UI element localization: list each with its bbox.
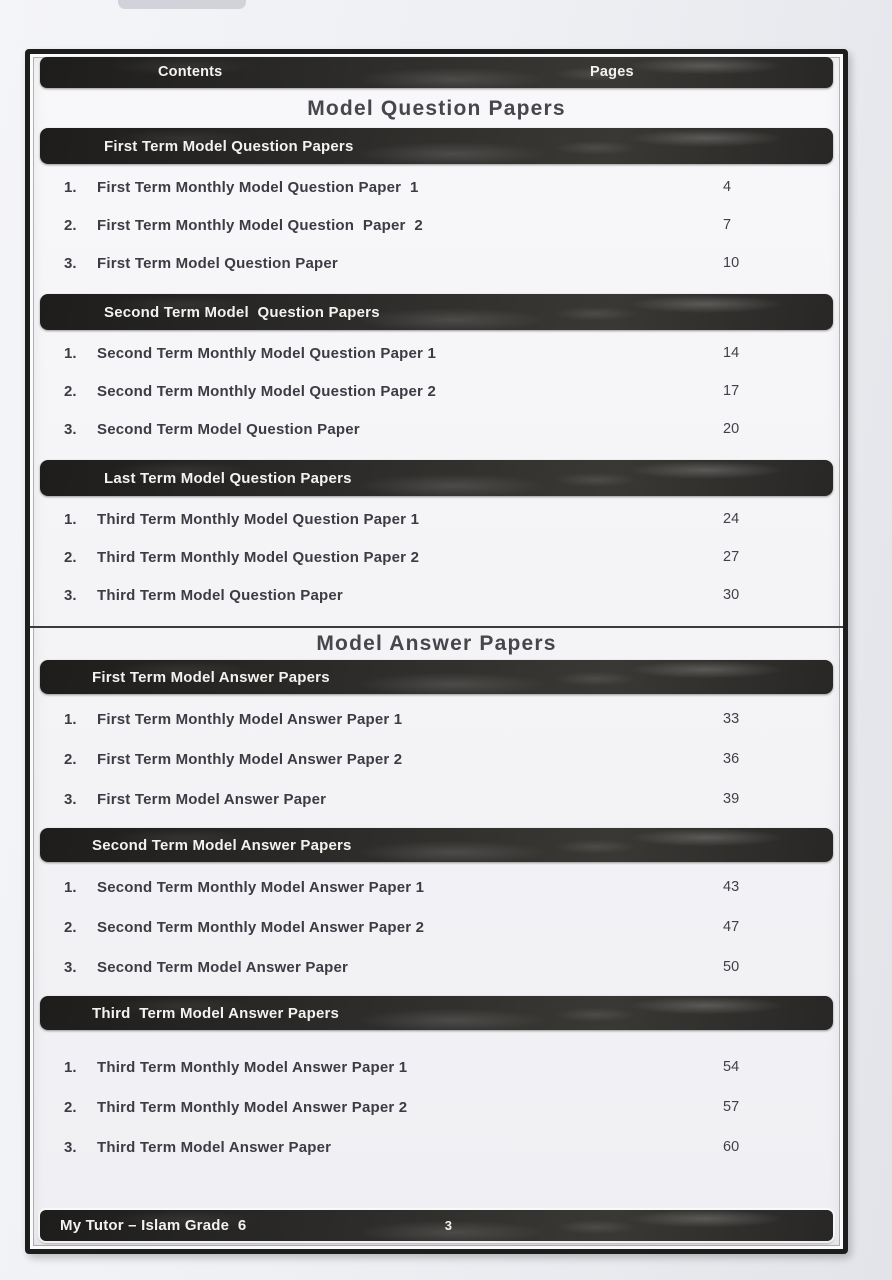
toc-item-page: 14 — [723, 345, 740, 361]
toc-row — [40, 500, 833, 538]
toc-row — [40, 372, 833, 410]
toc-item-number: 3. — [64, 586, 77, 604]
contents-column-label: Contents — [158, 64, 223, 80]
section-groups — [40, 128, 833, 614]
toc-item-number: 3. — [64, 1138, 77, 1156]
toc-item-number: 2. — [64, 216, 77, 234]
page-number: 3 — [444, 1218, 453, 1233]
toc-item-title: First Term Model Question Paper — [97, 254, 338, 272]
group-heading-label: Third Term Model Answer Papers — [92, 1004, 340, 1022]
toc-item-page: 24 — [723, 511, 740, 527]
toc-item-list — [40, 699, 833, 819]
toc-section — [40, 97, 833, 614]
toc-item-page: 17 — [723, 383, 740, 399]
toc-row — [40, 699, 833, 739]
toc-item-page: 57 — [723, 1099, 740, 1115]
toc-item-number: 1. — [64, 510, 77, 528]
toc-row — [40, 907, 833, 947]
toc-item-page: 33 — [723, 711, 740, 727]
toc-group — [40, 460, 833, 614]
toc-item-title: Third Term Monthly Model Answer Paper 1 — [97, 1058, 408, 1076]
group-heading-bar — [40, 996, 833, 1030]
toc-item-title: Third Term Model Answer Paper — [97, 1138, 332, 1156]
toc-item-number: 3. — [64, 958, 77, 976]
toc-item-title: First Term Monthly Model Question Paper 1 — [97, 178, 419, 196]
section-divider — [30, 626, 843, 628]
toc-item-number: 1. — [64, 710, 77, 728]
group-heading-label: First Term Model Answer Papers — [92, 668, 330, 686]
toc-group — [40, 660, 833, 819]
toc-item-page: 10 — [723, 255, 740, 271]
toc-body — [40, 88, 833, 1176]
toc-item-list — [40, 500, 833, 614]
toc-row — [40, 206, 833, 244]
toc-item-title: Second Term Monthly Model Question Paper 2 — [97, 382, 437, 400]
toc-row — [40, 779, 833, 819]
book-title: My Tutor – Islam Grade 6 — [60, 1217, 247, 1234]
group-heading-bar — [40, 660, 833, 694]
toc-item-number: 2. — [64, 918, 77, 936]
toc-item-page: 39 — [723, 791, 740, 807]
toc-item-list — [40, 867, 833, 987]
toc-item-number: 1. — [64, 178, 77, 196]
toc-item-page: 30 — [723, 587, 740, 603]
toc-item-title: Third Term Monthly Model Answer Paper 2 — [97, 1098, 408, 1116]
toc-group — [40, 996, 833, 1167]
toc-item-number: 1. — [64, 1058, 77, 1076]
toc-item-list — [40, 168, 833, 282]
group-heading-label: Last Term Model Question Papers — [104, 469, 352, 487]
group-heading-label: Second Term Model Question Papers — [104, 303, 380, 321]
toc-row — [40, 244, 833, 282]
toc-item-page: 43 — [723, 879, 740, 895]
toc-item-title: Second Term Monthly Model Question Paper 1 — [97, 344, 437, 362]
scan-artifact-top — [118, 0, 246, 9]
toc-row — [40, 1127, 833, 1167]
toc-item-number: 2. — [64, 382, 77, 400]
toc-row — [40, 1087, 833, 1127]
toc-item-page: 54 — [723, 1059, 740, 1075]
group-heading-bar — [40, 828, 833, 862]
toc-item-list — [40, 1047, 833, 1167]
toc-row — [40, 867, 833, 907]
group-heading-label: First Term Model Question Papers — [104, 137, 354, 155]
toc-row — [40, 538, 833, 576]
toc-item-number: 3. — [64, 790, 77, 808]
toc-item-title: Second Term Model Answer Paper — [97, 958, 349, 976]
toc-item-page: 20 — [723, 421, 740, 437]
toc-item-number: 2. — [64, 548, 77, 566]
toc-row — [40, 576, 833, 614]
toc-item-title: First Term Monthly Model Answer Paper 2 — [97, 750, 403, 768]
section-title: Model Question Papers — [307, 97, 566, 120]
toc-item-list — [40, 334, 833, 448]
toc-item-title: Third Term Model Question Paper — [97, 586, 343, 604]
toc-section — [40, 632, 833, 1167]
toc-item-title: Third Term Monthly Model Question Paper 1 — [97, 510, 420, 528]
toc-group — [40, 828, 833, 987]
group-heading-bar — [40, 460, 833, 496]
pages-column-label: Pages — [590, 64, 634, 80]
toc-item-title: First Term Monthly Model Answer Paper 1 — [97, 710, 403, 728]
footer-bar — [40, 1210, 833, 1241]
toc-item-number: 1. — [64, 344, 77, 362]
toc-item-title: First Term Model Answer Paper — [97, 790, 327, 808]
toc-item-page: 50 — [723, 959, 740, 975]
toc-row — [40, 334, 833, 372]
toc-row — [40, 1047, 833, 1087]
group-heading-label: Second Term Model Answer Papers — [92, 836, 352, 854]
toc-item-title: Second Term Monthly Model Answer Paper 1 — [97, 878, 425, 896]
toc-item-title: Second Term Model Question Paper — [97, 420, 360, 438]
toc-row — [40, 168, 833, 206]
toc-item-number: 2. — [64, 750, 77, 768]
toc-item-number: 1. — [64, 878, 77, 896]
section-title: Model Answer Papers — [316, 632, 557, 655]
toc-row — [40, 739, 833, 779]
toc-item-page: 7 — [723, 217, 732, 233]
toc-item-page: 47 — [723, 919, 740, 935]
group-heading-bar — [40, 128, 833, 164]
toc-row — [40, 410, 833, 448]
toc-group — [40, 294, 833, 448]
toc-item-page: 36 — [723, 751, 740, 767]
toc-item-title: Third Term Monthly Model Question Paper 2 — [97, 548, 420, 566]
toc-row — [40, 947, 833, 987]
page-frame — [25, 49, 848, 1254]
toc-item-number: 3. — [64, 254, 77, 272]
toc-item-page: 27 — [723, 549, 740, 565]
toc-item-page: 60 — [723, 1139, 740, 1155]
toc-item-title: First Term Monthly Model Question Paper 2 — [97, 216, 423, 234]
section-groups — [40, 660, 833, 1167]
toc-group — [40, 128, 833, 282]
group-heading-bar — [40, 294, 833, 330]
toc-item-page: 4 — [723, 179, 732, 195]
toc-item-number: 3. — [64, 420, 77, 438]
toc-item-title: Second Term Monthly Model Answer Paper 2 — [97, 918, 425, 936]
contents-header-bar — [40, 57, 833, 88]
toc-item-number: 2. — [64, 1098, 77, 1116]
